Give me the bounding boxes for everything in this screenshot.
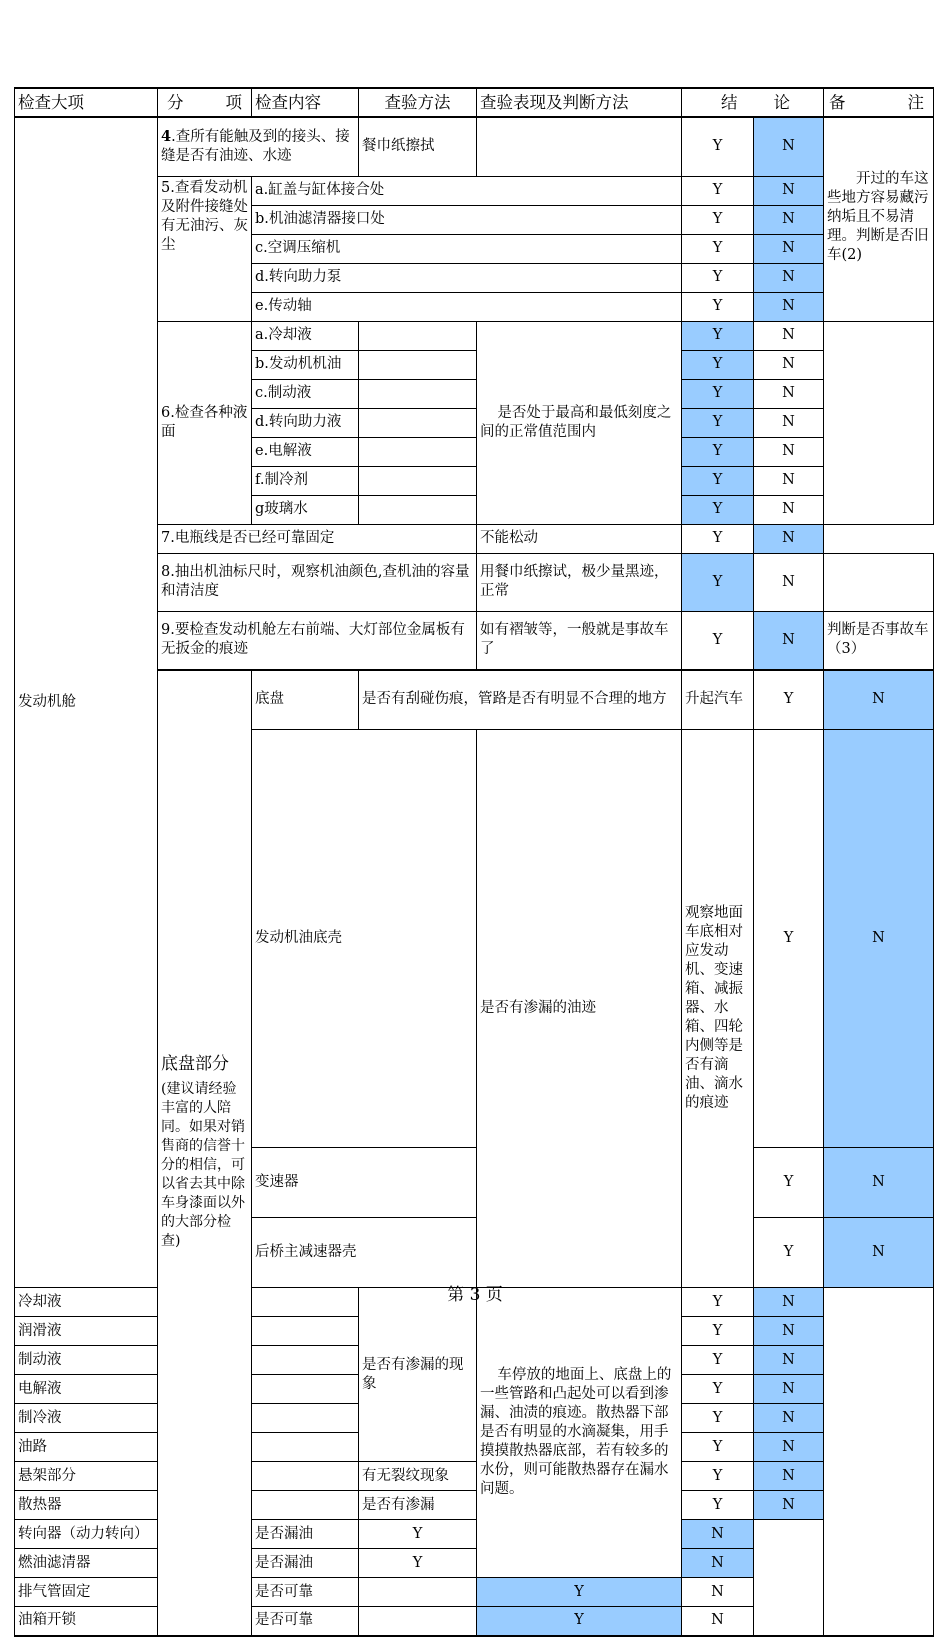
result-n: N (682, 1549, 754, 1578)
section-chassis (158, 670, 252, 1636)
note-empty (824, 553, 934, 611)
item5-sub: c.空调压缩机 (252, 234, 682, 263)
chassis-content (252, 1462, 359, 1491)
chassis-item: 发动机油底壳 (252, 729, 477, 1148)
result-n: N (754, 553, 824, 611)
result-y: Y (682, 263, 754, 292)
inspection-table (14, 87, 934, 1637)
chassis-method: 是否有渗漏 (359, 1491, 477, 1520)
page-number: 第 3 页 (447, 1285, 503, 1305)
result-y: Y (682, 1317, 754, 1346)
result-n: N (754, 437, 824, 466)
result-n: N (824, 1148, 934, 1218)
header-judgement: 查验表现及判断方法 (477, 88, 682, 117)
header-result: 结 论 (682, 88, 824, 117)
chassis-item: 后桥主减速器壳 (252, 1218, 477, 1288)
result-y: Y (477, 1607, 682, 1636)
result-y: Y (682, 117, 754, 176)
chassis-item: 油箱开锁 (15, 1607, 252, 1636)
result-y: Y (682, 176, 754, 205)
chassis-judge (359, 1578, 477, 1607)
item6-sub: d.转向助力液 (252, 408, 359, 437)
item6-method (359, 495, 477, 524)
chassis-content: 是否有刮碰伤痕，管路是否有明显不合理的地方 (359, 670, 682, 729)
item5-sub: d.转向助力泵 (252, 263, 682, 292)
chassis-content (252, 1491, 359, 1520)
result-y: Y (682, 1433, 754, 1462)
item7-text: 7.电瓶线是否已经可靠固定 (158, 524, 477, 553)
item6-sub: a.冷却液 (252, 321, 359, 350)
chassis-content (252, 1346, 359, 1375)
result-y: Y (682, 321, 754, 350)
result-n: N (682, 1578, 754, 1607)
item8-text: 8.抽出机油标尺时，观察机油颜色,查机油的容量和清洁度 (158, 553, 477, 611)
header-content: 检查内容 (252, 88, 359, 117)
item6-sub: c.制动液 (252, 379, 359, 408)
item6-sub: g玻璃水 (252, 495, 359, 524)
result-n: N (754, 263, 824, 292)
chassis-content (252, 1375, 359, 1404)
chassis-judge: 观察地面车底相对应发动机、变速箱、减振器、水箱、四轮内侧等是否有滴油、滴水的痕迹 (682, 729, 754, 1288)
result-y: Y (682, 466, 754, 495)
result-n: N (754, 1491, 824, 1520)
item5-sub: b.机油滤清器接口处 (252, 205, 682, 234)
result-y: Y (682, 408, 754, 437)
note-empty (824, 321, 934, 524)
result-n: N (824, 1218, 934, 1288)
result-n: N (754, 292, 824, 321)
result-y: Y (754, 1218, 824, 1288)
result-y: Y (682, 1462, 754, 1491)
result-n: N (754, 408, 824, 437)
item6-method (359, 350, 477, 379)
table-row (15, 1607, 934, 1636)
result-y: Y (682, 1375, 754, 1404)
table-row (15, 1578, 934, 1607)
result-n: N (754, 234, 824, 263)
chassis-item: 散热器 (15, 1491, 158, 1520)
result-n: N (754, 1288, 824, 1317)
result-n: N (824, 729, 934, 1148)
chassis-item: 排气管固定 (15, 1578, 252, 1607)
result-y: Y (682, 1491, 754, 1520)
chassis-item: 油路 (15, 1433, 158, 1462)
item6-sub: e.电解液 (252, 437, 359, 466)
result-n: N (754, 1346, 824, 1375)
item9-judge: 如有褶皱等，一般就是事故车了 (477, 611, 682, 670)
result-y: Y (682, 292, 754, 321)
table-row (15, 1491, 934, 1520)
header-sub: 分 项 (158, 88, 252, 117)
result-y: Y (682, 350, 754, 379)
result-y: Y (359, 1549, 477, 1578)
result-y: Y (682, 611, 754, 670)
chassis-judge (359, 1607, 477, 1636)
item6-sub: b.发动机机油 (252, 350, 359, 379)
result-n: N (754, 524, 824, 553)
section-chassis-title: 底盘部分 (161, 1053, 229, 1074)
item6-method (359, 379, 477, 408)
result-y: Y (682, 1404, 754, 1433)
header-note: 备 注 (824, 88, 934, 117)
item9-text: 9.要检查发动机舱左右前端、大灯部位金属板有无扳金的痕迹 (158, 611, 477, 670)
result-y: Y (477, 1578, 682, 1607)
item7-judge: 不能松动 (477, 524, 682, 553)
table-row (15, 1520, 934, 1549)
table-row (15, 117, 934, 176)
item6-judge: 是否处于最高和最低刻度之间的正常值范围内 (477, 321, 682, 524)
chassis-method: 是否可靠 (252, 1607, 359, 1636)
header-row (15, 88, 934, 117)
chassis-content (252, 1433, 359, 1462)
result-y: Y (682, 1288, 754, 1317)
result-y: Y (754, 1148, 824, 1218)
item5-text: 5.查看发动机及附件接缝处有无油污、灰尘 (158, 176, 252, 321)
result-n: N (754, 1462, 824, 1491)
result-y: Y (682, 524, 754, 553)
result-y: Y (682, 495, 754, 524)
chassis-item: 电解液 (15, 1375, 158, 1404)
chassis-method: 是否漏油 (252, 1549, 359, 1578)
result-n: N (754, 321, 824, 350)
chassis-method: 是否有渗漏的现象 (359, 1288, 477, 1462)
result-y: Y (754, 670, 824, 729)
chassis-content (252, 1317, 359, 1346)
result-n: N (824, 670, 934, 729)
note-old-car: 开过的车这些地方容易藏污纳垢且不易清理。判断是否旧车(2) (824, 117, 934, 321)
result-y: Y (682, 437, 754, 466)
chassis-judge: 车停放的地面上、底盘上的一些管路和凸起处可以看到渗漏、油渍的痕迹。散热器下部是否有明显的水滴凝集，用手摸摸散热器底部，若有较多的水份，则可能散热器存在漏水问题。 (477, 1288, 682, 1578)
result-n: N (754, 117, 824, 176)
chassis-item: 制动液 (15, 1346, 158, 1375)
chassis-item: 悬架部分 (15, 1462, 158, 1491)
chassis-method: 有无裂纹现象 (359, 1462, 477, 1491)
result-n: N (682, 1607, 754, 1636)
item6-method (359, 466, 477, 495)
chassis-method: 是否有渗漏的油迹 (477, 729, 682, 1288)
item6-method (359, 408, 477, 437)
section-engine: 发动机舱 (15, 117, 158, 1288)
result-y: Y (754, 729, 824, 1148)
result-n: N (754, 1433, 824, 1462)
result-n: N (682, 1520, 754, 1549)
chassis-item: 转向器（动力转向） (15, 1520, 252, 1549)
item6-method (359, 321, 477, 350)
result-n: N (754, 350, 824, 379)
chassis-method: 是否可靠 (252, 1578, 359, 1607)
item5-sub: a.缸盖与缸体接合处 (252, 176, 682, 205)
result-n: N (754, 176, 824, 205)
result-n: N (754, 379, 824, 408)
item6-sub: f.制冷剂 (252, 466, 359, 495)
result-n: N (754, 205, 824, 234)
result-y: Y (359, 1520, 477, 1549)
chassis-item: 燃油滤清器 (15, 1549, 252, 1578)
item6-text: 6.检查各种液面 (158, 321, 252, 524)
item8-judge: 用餐巾纸擦试，极少量黑迹，正常 (477, 553, 682, 611)
table-row (15, 1462, 934, 1491)
item4-judge (477, 117, 682, 176)
result-n: N (754, 495, 824, 524)
note-accident: 判断是否事故车（3） (824, 611, 934, 670)
result-y: Y (682, 1346, 754, 1375)
result-n: N (754, 1404, 824, 1433)
chassis-item: 冷却液 (15, 1288, 158, 1317)
item6-method (359, 437, 477, 466)
table-row (15, 1549, 934, 1578)
chassis-method: 是否漏油 (252, 1520, 359, 1549)
section-chassis-note: (建议请经验丰富的人陪同。如果对销售商的信誉十分的相信，可以省去其中除车身漆面以外的大部分检查) (161, 1080, 245, 1249)
result-y: Y (682, 234, 754, 263)
header-method: 查验方法 (359, 88, 477, 117)
note-empty (824, 1288, 934, 1636)
chassis-content (252, 1404, 359, 1433)
chassis-item: 变速器 (252, 1148, 477, 1218)
result-y: Y (682, 553, 754, 611)
item4-method: 餐巾纸擦拭 (359, 117, 477, 176)
chassis-item: 制冷液 (15, 1404, 158, 1433)
result-n: N (754, 1317, 824, 1346)
result-y: Y (682, 205, 754, 234)
item5-sub: e.传动轴 (252, 292, 682, 321)
result-n: N (754, 611, 824, 670)
header-category: 检查大项 (15, 88, 158, 117)
item4-text: 4.查所有能触及到的接头、接缝是否有油迹、水迹 (158, 117, 359, 176)
result-n: N (754, 466, 824, 495)
chassis-item: 底盘 (252, 670, 359, 729)
result-n: N (754, 1375, 824, 1404)
chassis-item: 润滑液 (15, 1317, 158, 1346)
result-y: Y (682, 379, 754, 408)
chassis-method: 升起汽车 (682, 670, 754, 729)
